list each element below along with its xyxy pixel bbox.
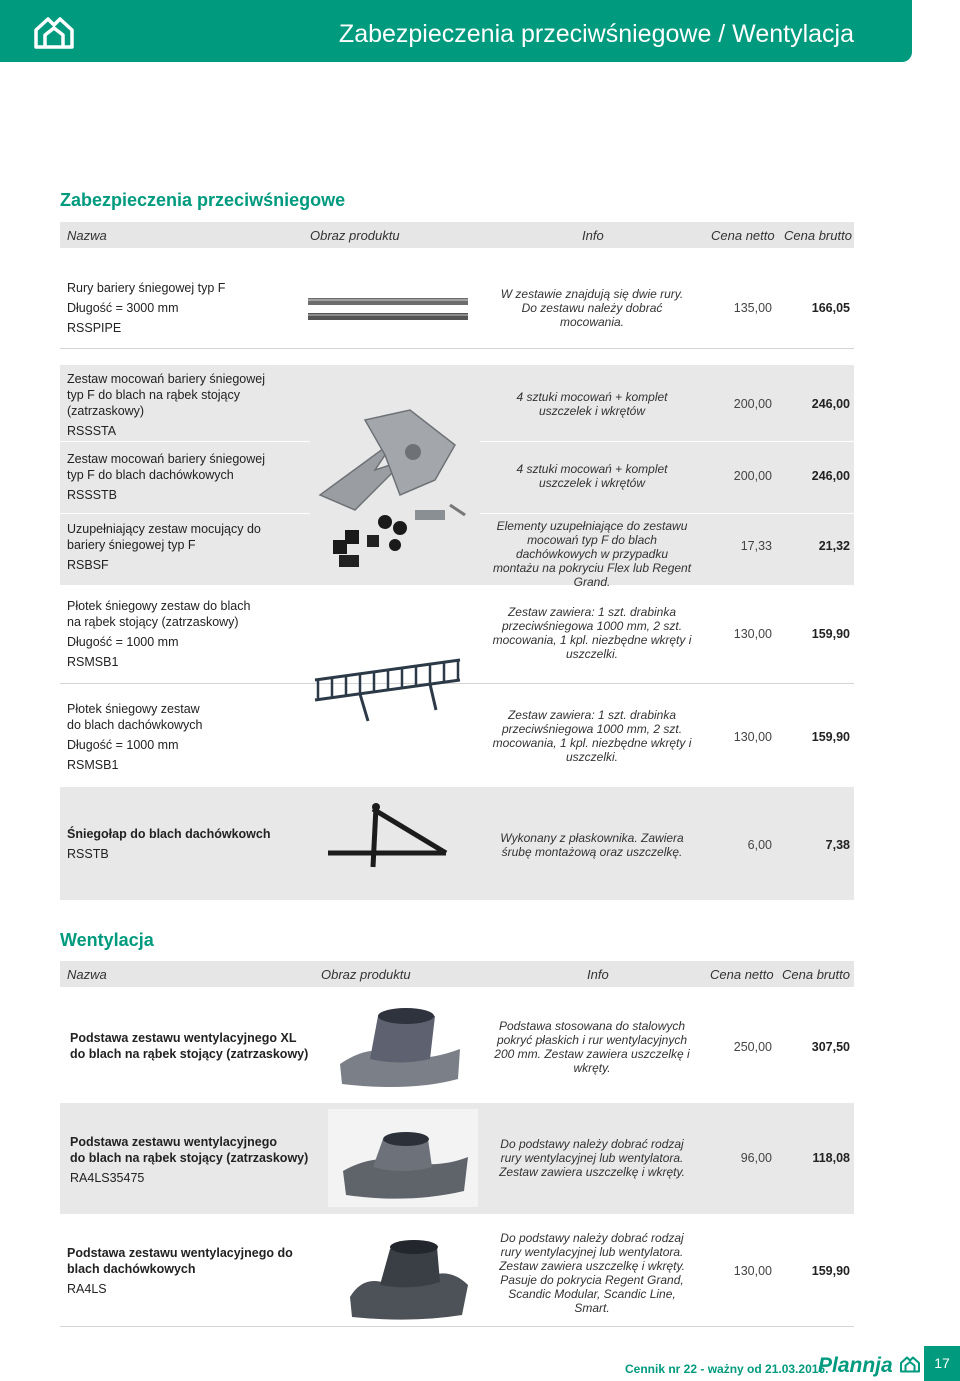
product-info: Zestaw zawiera: 1 szt. drabinka przeciwśniegowa 1000 mm, 2 szt. mocowania, 1 kpl. niezbędne wkręty i uszczelki. [492,708,692,764]
product-info: Zestaw zawiera: 1 szt. drabinka przeciwśniegowa 1000 mm, 2 szt. mocowania, 1 kpl. niezbędne wkręty i uszczelki. [492,605,692,661]
product-info: W zestawie znajdują się dwie rury. Do zestawu należy dobrać mocowania. [500,287,684,329]
product-name [70,1030,308,1062]
page-title: Zabezpieczenia przeciwśniegowe / Wentylacja [338,20,854,48]
name-line: Śniegołap do blach dachówkowch [67,827,271,841]
name-line: na rąbek stojący (zatrzaskowy) [67,615,239,629]
divider [480,513,854,514]
product-info: Wykonany z płaskownika. Zawiera śrubę montażową oraz uszczelkę. [500,831,684,859]
price-gross: 21,32 [818,539,850,553]
name-line: typ F do blach na rąbek stojący [67,388,241,402]
table-row [60,268,854,349]
product-code: RSMSB1 [67,758,119,772]
name-line: (zatrzaskowy) [67,404,145,418]
col-name: Nazwa [67,967,107,982]
section-title-snow: Zabezpieczenia przeciwśniegowe [60,190,346,210]
name-line: Długość = 1000 mm [67,738,179,752]
price-gross: 246,00 [811,469,850,483]
house-logo-icon [899,1355,921,1373]
col-net: Cena netto [711,228,775,243]
table-header-ventilation [60,961,854,987]
product-name [67,598,250,670]
name-line: blach dachówkowych [67,1262,196,1276]
price-net: 200,00 [733,469,772,483]
col-image: Obraz produktu [321,967,411,982]
product-photo-frame [328,1109,478,1207]
product-info: 4 sztuki mocowań + komplet uszczelek i wkrętów [516,462,668,490]
product-name [67,1245,293,1297]
name-line: do blach na rąbek stojący (zatrzaskowy) [70,1047,309,1061]
vent-base-tile-image [342,1227,472,1322]
product-code: RSSSTB [67,488,118,502]
table-row [60,1223,854,1327]
col-gross: Cena brutto [784,228,852,243]
col-name: Nazwa [67,228,107,243]
price-net: 200,00 [733,397,772,411]
price-gross: 159,90 [811,627,850,641]
section-title-ventilation: Wentylacja [60,930,154,950]
brand-name: Plannja [818,1354,893,1377]
table-row [60,787,854,900]
divider [480,441,854,442]
page-header [0,0,912,62]
product-info: 4 sztuki mocowań + komplet uszczelek i wkrętów [516,390,668,418]
table-row-group [60,365,854,589]
name-line: Płotek śniegowy zestaw do blach [67,599,251,613]
product-code: RA4LS35475 [70,1171,145,1185]
product-code: RSMSB1 [67,655,119,669]
product-name [67,521,261,573]
price-gross: 246,00 [811,397,850,411]
product-code: RSBSF [67,558,109,572]
name-line: typ F do blach dachówkowych [67,468,234,482]
name-line: do blach na rąbek stojący (zatrzaskowy) [70,1151,309,1165]
name-line: Długość = 3000 mm [67,301,179,315]
product-info: Elementy uzupełniające do zestawu mocowań typ F do blach dachówkowych w przypadku montażu na pokryciu Flex lub Regent Grand. [492,519,692,589]
price-net: 130,00 [733,627,772,641]
name-line: Zestaw mocowań bariery śniegowej [67,372,266,386]
product-name [67,701,203,773]
name-line: Podstawa zestawu wentylacyjnego do [67,1246,293,1260]
price-net: 250,00 [733,1040,772,1054]
price-net: 135,00 [733,301,772,315]
name-line: Płotek śniegowy zestaw [67,702,200,716]
divider [60,441,310,442]
col-image: Obraz produktu [310,228,400,243]
vent-base-image [328,1109,478,1207]
product-name [67,371,265,439]
name-line: Długość = 1000 mm [67,635,179,649]
col-gross: Cena brutto [782,967,850,982]
price-gross: 166,05 [811,301,850,315]
price-net: 130,00 [733,1264,772,1278]
price-gross: 118,08 [812,1151,850,1165]
divider [60,513,310,514]
name-line: Zestaw mocowań bariery śniegowej [67,452,266,466]
footer-validity: Cennik nr 22 - ważny od 21.03.2016. [625,1362,829,1376]
name-line: Podstawa zestawu wentylacyjnego XL [70,1031,297,1045]
table-header-snow [60,222,854,248]
table-row [60,1000,854,1092]
product-code: RSSPIPE [67,321,122,335]
name-line: bariery śniegowej typ F [67,538,196,552]
price-gross: 159,90 [811,730,850,744]
name-line: Podstawa zestawu wentylacyjnego [70,1135,278,1149]
col-net: Cena netto [710,967,774,982]
price-gross: 7,38 [825,838,850,852]
snow-guard-image [318,801,458,876]
product-info: Podstawa stosowana do stalowych pokryć płaskich i rur wentylacyjnych 200 mm. Zestaw zawiera uszczelkę i wkręty. [494,1019,690,1075]
price-gross: 159,90 [811,1264,850,1278]
table-row [60,1103,854,1214]
product-name [70,1134,308,1186]
col-info: Info [587,967,609,982]
name-line: Rury bariery śniegowej typ F [67,281,226,295]
product-info: Do podstawy należy dobrać rodzaj rury wentylacyjnej lub wentylatora. Zestaw zawiera uszczelkę i wkręty. Pasuje do pokrycia Regent Grand, Scandic Modular, Scandic Line, Smart. [499,1231,685,1315]
price-gross: 307,50 [811,1040,850,1054]
table-row [60,693,854,780]
name-line: Uzupełniający zestaw mocujący do [67,522,261,536]
price-net: 6,00 [747,838,772,852]
price-net: 130,00 [733,730,772,744]
product-code: RSSSTA [67,424,117,438]
price-net: 17,33 [740,539,772,553]
bracket-set-image [315,400,475,575]
product-name [67,280,225,336]
product-name [67,451,265,503]
house-logo-icon [32,14,76,50]
price-net: 96,00 [740,1151,772,1165]
product-code: RSSTB [67,847,109,861]
page-number: 17 [924,1346,960,1381]
vent-base-xl-image [330,1004,470,1089]
brand-logo [818,1354,921,1378]
pipes-image [305,278,475,338]
name-line: do blach dachówkowych [67,718,203,732]
product-info: Do podstawy należy dobrać rodzaj rury wentylacyjnej lub wentylatora. Zestaw zawiera uszczelkę i wkręty. [499,1137,685,1179]
col-info: Info [582,228,604,243]
product-name [67,826,271,862]
product-code: RA4LS [67,1282,107,1296]
